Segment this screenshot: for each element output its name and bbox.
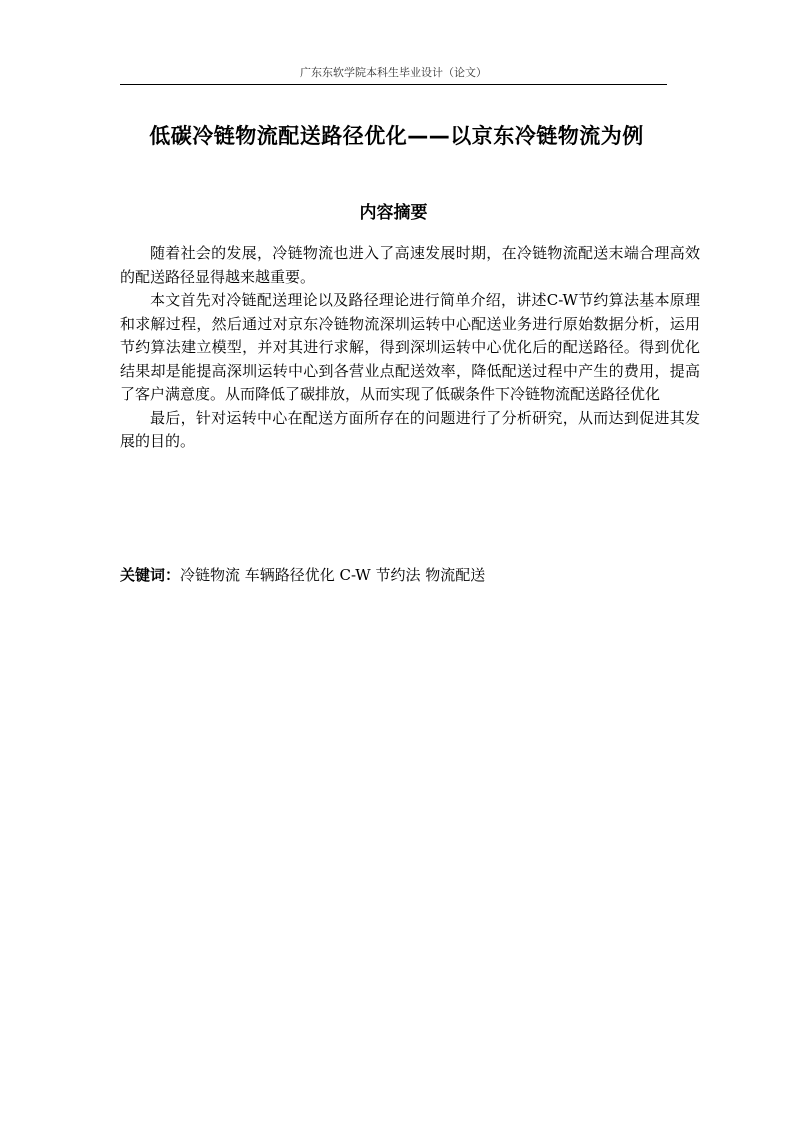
- abstract-paragraph-2: 本文首先对冷链配送理论以及路径理论进行简单介绍，讲述C-W节约算法基本原理和求解过程，然后通过对京东冷链物流深圳运转中心配送业务进行原始数据分析，运用节约算法建立模型，并对其进行求解，得到深圳运转中心优化后的配送路径。得到优化结果却是能提高深圳运转中心到各营业点配送效率，降低配送过程中产生的费用，提高了客户满意度。从而降低了碳排放，从而实现了低碳条件下冷链物流配送路径优化: [120, 291, 700, 403]
- abstract-paragraph-3: 最后，针对运转中心在配送方面所存在的问题进行了分析研究，从而达到促进其发展的目的。: [120, 408, 700, 450]
- keywords-label: 关键词：: [120, 566, 181, 584]
- abstract-heading: 内容摘要: [359, 203, 428, 223]
- abstract-paragraph-1: 随着社会的发展，冷链物流也进入了高速发展时期，在冷链物流配送末端合理高效的配送路径显得越来越重要。: [120, 244, 700, 286]
- running-header: 广东东软学院本科生毕业设计（论文）: [300, 66, 487, 79]
- keywords-line: [120, 564, 700, 585]
- abstract-body: [120, 242, 700, 454]
- keywords-value: 冷链物流 车辆路径优化 C-W 节约法 物流配送: [180, 566, 486, 584]
- paper-title: 低碳冷链物流配送路径优化——以京东冷链物流为例: [149, 124, 644, 148]
- header-rule: [120, 84, 667, 85]
